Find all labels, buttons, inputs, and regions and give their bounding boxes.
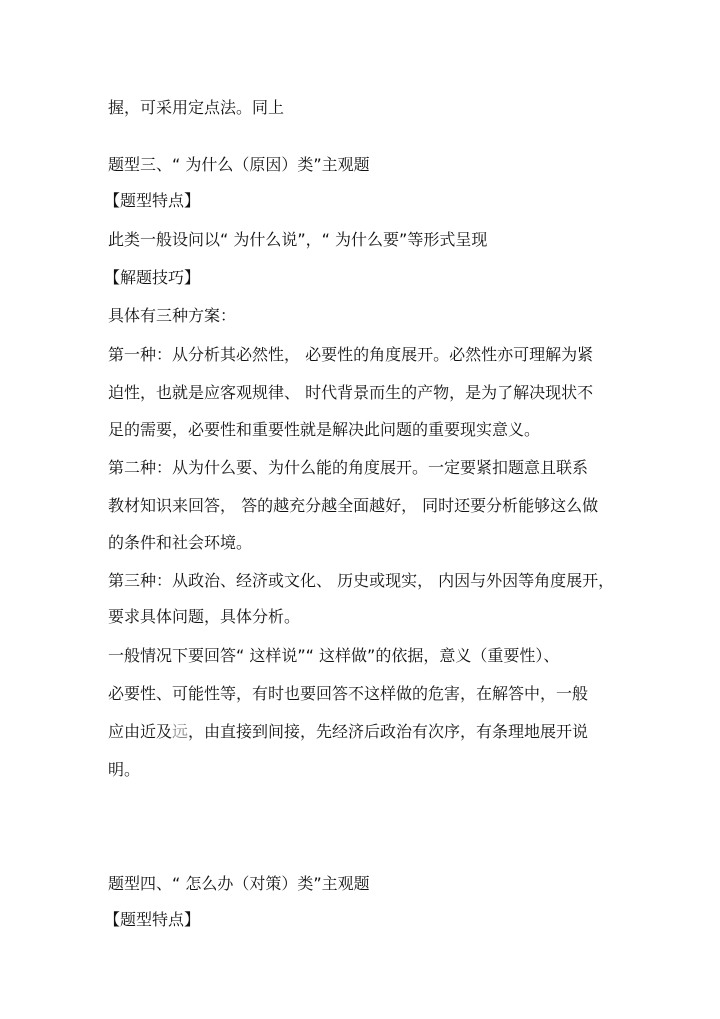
- paragraph-line: 第一种：从分析其必然性， 必要性的角度展开。必然性亦可理解为紧: [108, 345, 594, 364]
- paragraph-line: 的条件和社会环境。: [108, 533, 253, 552]
- paragraph-line: 此类一般设问以“ 为什么说”，“ 为什么要”等形式呈现: [108, 230, 488, 249]
- paragraph-line: 明。: [108, 760, 141, 779]
- paragraph-line: [108, 722, 588, 742]
- paragraph-line: 握，可采用定点法。同上: [108, 98, 285, 117]
- paragraph-line: 迫性，也就是应客观规律、 时代背景而生的产物，是为了解决现状不: [108, 383, 594, 402]
- section-heading: 题型四、“ 怎么办（对策）类”主观题: [108, 874, 370, 893]
- text-span: 应由近及: [108, 722, 173, 741]
- paragraph-line: 足的需要，必要性和重要性就是解决此问题的重要现实意义。: [108, 420, 541, 439]
- subheading: 【题型特点】: [104, 910, 201, 929]
- paragraph-line: 教材知识来回答， 答的越充分越全面越好， 同时还要分析能够这么做: [108, 496, 599, 515]
- paragraph-line: 第二种：从为什么要、为什么能的角度展开。一定要紧扣题意且联系: [108, 458, 589, 477]
- subheading: 【解题技巧】: [104, 268, 201, 287]
- paragraph-line: 第三种：从政治、经济或文化、 历史或现实， 内因与外因等角度展开，: [108, 571, 615, 590]
- paragraph-line: 要求具体问题，具体分析。: [108, 607, 301, 626]
- section-heading: 题型三、“ 为什么（原因）类”主观题: [108, 155, 370, 174]
- paragraph-line: 具体有三种方案：: [108, 306, 237, 325]
- paragraph-line: 一般情况下要回答“ 这样说”“ 这样做”的依据，意义（重要性）、: [108, 646, 560, 665]
- paragraph-line: 必要性、可能性等，有时也要回答不这样做的危害，在解答中，一般: [108, 684, 589, 703]
- subheading: 【题型特点】: [104, 191, 201, 210]
- text-span: ，由直接到间接，先经济后政治有次序，有条理地展开说: [188, 722, 589, 741]
- faint-text-span: 远: [172, 722, 189, 741]
